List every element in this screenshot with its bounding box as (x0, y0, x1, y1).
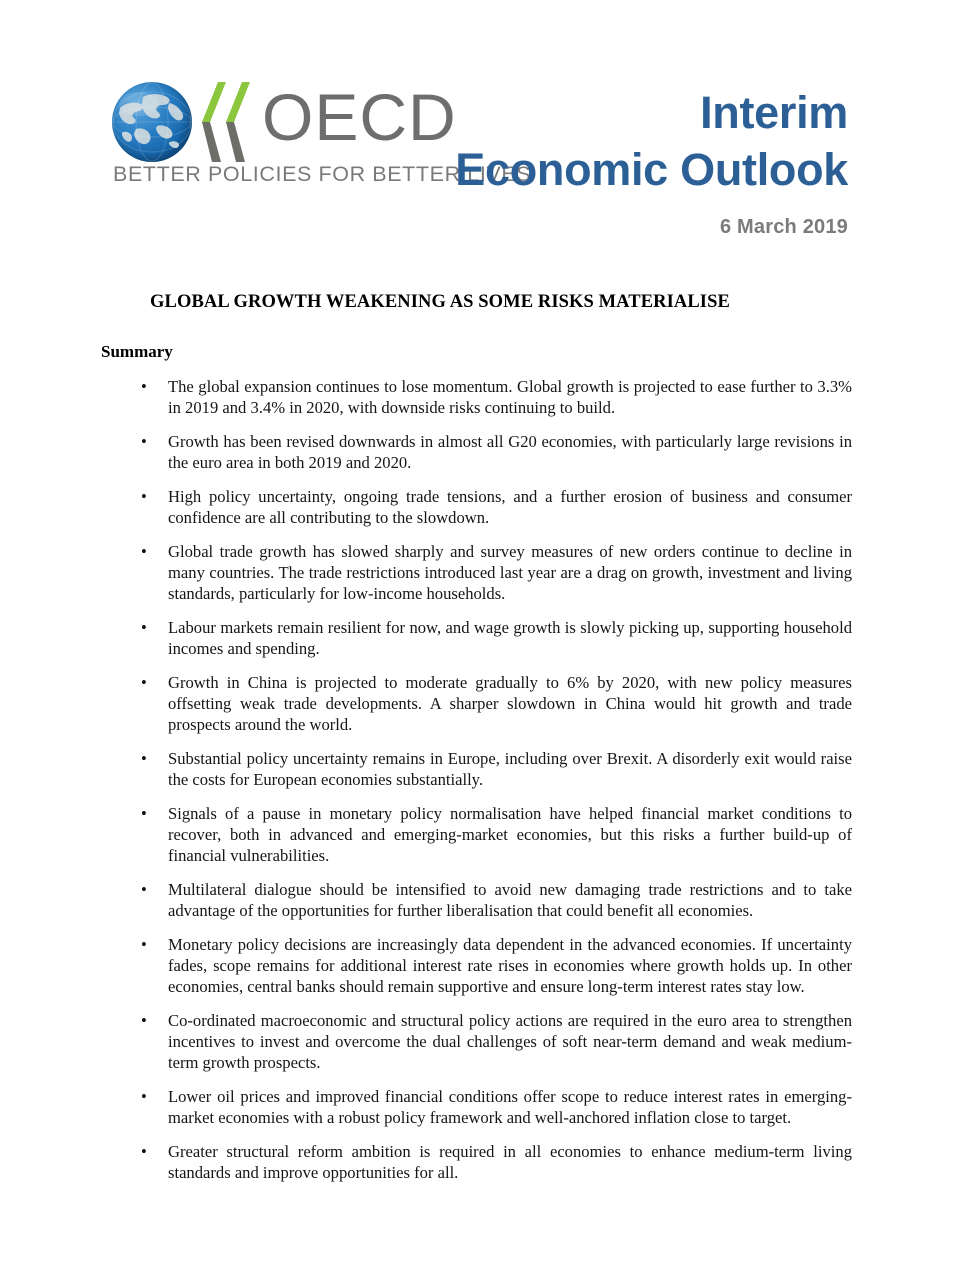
page-title: GLOBAL GROWTH WEAKENING AS SOME RISKS MATERIALISE (150, 292, 730, 312)
bullet-marker-icon: • (141, 748, 147, 768)
list-item-text: High policy uncertainty, ongoing trade tensions, and a further erosion of business and consumer confidence are all contributing to the slowdown. (168, 486, 852, 528)
bullet-marker-icon: • (141, 1010, 147, 1030)
list-item (140, 803, 852, 867)
list-item (140, 879, 852, 921)
list-item (140, 672, 852, 736)
list-item-text: Signals of a pause in monetary policy normalisation have helped financial market conditions to recover, both in advanced and emerging-market economies, but this risks a further build-up of financial vulnerabilities. (168, 803, 852, 866)
list-item-text: Global trade growth has slowed sharply and survey measures of new orders continue to decline in many countries. The trade restrictions introduced last year are a drag on growth, investment and living standards, particularly for low-income households. (168, 541, 852, 604)
document-title-line2: Economic Outlook (455, 144, 848, 195)
oecd-tagline: BETTER POLICIES FOR BETTER LIVES (113, 162, 532, 186)
list-item (140, 541, 852, 605)
list-item (140, 1086, 852, 1128)
list-item-text: Substantial policy uncertainty remains in Europe, including over Brexit. A disorderly exit would raise the costs for European economies substantially. (168, 748, 852, 790)
document-header (0, 78, 960, 268)
list-item (140, 376, 852, 418)
list-item (140, 486, 852, 528)
bullet-marker-icon: • (141, 879, 147, 899)
list-item-text: Greater structural reform ambition is required in all economies to enhance medium-term living standards and improve opportunities for all. (168, 1141, 852, 1183)
list-item-text: The global expansion continues to lose momentum. Global growth is projected to ease further to 3.3% in 2019 and 3.4% in 2020, with downside risks continuing to build. (168, 377, 852, 418)
bullet-marker-icon: • (141, 803, 147, 823)
list-item-text: Monetary policy decisions are increasingly data dependent in the advanced economies. If uncertainty fades, scope remains for additional interest rate rises in economies where growth holds up. In other economies, central banks should remain supportive and ensure long-term interest rates stay low. (168, 934, 852, 997)
bullet-marker-icon: • (141, 431, 147, 451)
list-item (140, 617, 852, 659)
list-item-text: Labour markets remain resilient for now, and wage growth is slowly picking up, supporting household incomes and spending. (168, 617, 852, 659)
list-item (140, 748, 852, 790)
oecd-swoosh-icon (200, 80, 262, 164)
list-item-text: Multilateral dialogue should be intensified to avoid new damaging trade restrictions and to take advantage of the opportunities for further liberalisation that could benefit all economies. (168, 879, 852, 921)
bullet-marker-icon: • (141, 672, 147, 692)
bullet-marker-icon: • (141, 541, 147, 561)
summary-bullet-list (140, 376, 852, 1183)
list-item (140, 1141, 852, 1183)
list-item (140, 934, 852, 998)
bullet-marker-icon: • (141, 934, 147, 954)
list-item-text: Growth in China is projected to moderate gradually to 6% by 2020, with new policy measures offsetting weak trade developments. A sharper slowdown in China would hit growth and trade prospects around the world. (168, 672, 852, 735)
list-item (140, 1010, 852, 1074)
bullet-marker-icon: • (141, 377, 147, 396)
document-date: 6 March 2019 (719, 216, 848, 238)
document-title-line1: Interim (700, 87, 848, 138)
bullet-marker-icon: • (141, 1141, 147, 1161)
bullet-marker-icon: • (141, 1086, 147, 1106)
bullet-marker-icon: • (141, 617, 147, 637)
list-item-text: Co-ordinated macroeconomic and structural policy actions are required in the euro area to strengthen incentives to invest and overcome the dual challenges of soft near-term demand and weak medium-term growth prospects. (168, 1010, 852, 1073)
oecd-wordmark: OECD (262, 80, 457, 154)
list-item-text: Growth has been revised downwards in almost all G20 economies, with particularly large revisions in the euro area in both 2019 and 2020. (168, 431, 852, 473)
summary-label: Summary (101, 342, 173, 361)
globe-icon (112, 82, 192, 162)
bullet-marker-icon: • (141, 486, 147, 506)
list-item (140, 431, 852, 473)
list-item-text: Lower oil prices and improved financial conditions offer scope to reduce interest rates in emerging-market economies with a robust policy framework and well-anchored inflation close to target. (168, 1086, 852, 1128)
title-block (368, 84, 848, 239)
